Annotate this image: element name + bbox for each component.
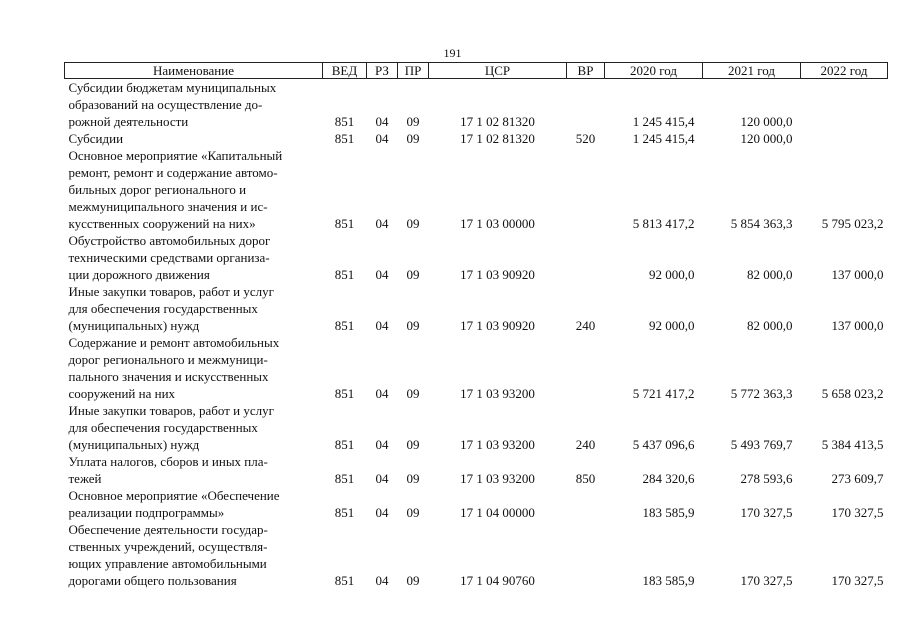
table-row — [65, 130, 888, 147]
header-2020: 2020 год — [605, 63, 703, 79]
amount-2022-cell: 5 658 023,2 — [821, 386, 884, 401]
row-name-cell — [65, 487, 323, 521]
row-name-line: кусственных сооружений на них» — [68, 216, 256, 231]
header-csr: ЦСР — [429, 63, 567, 79]
row-name-cell — [65, 334, 323, 402]
csr-cell: 17 1 03 93200 — [460, 437, 535, 452]
table-row — [65, 487, 888, 521]
table-row — [65, 334, 888, 402]
row-name-line: Субсидии бюджетам муниципальных — [68, 80, 277, 95]
amount-2022-cell: 170 327,5 — [831, 573, 884, 588]
amount-2021-cell: 5 772 363,3 — [730, 386, 793, 401]
table-row — [65, 79, 888, 131]
csr-cell: 17 1 03 90920 — [460, 318, 535, 333]
row-name-cell — [65, 79, 323, 131]
amount-2022-cell: 5 384 413,5 — [821, 437, 884, 452]
ved-cell: 851 — [334, 386, 355, 401]
csr-cell: 17 1 03 93200 — [460, 471, 535, 486]
amount-2022-cell — [801, 79, 888, 131]
row-name-line: Субсидии — [68, 131, 124, 146]
ved-cell: 851 — [334, 216, 355, 231]
ved-cell: 851 — [334, 573, 355, 588]
ved-cell: 851 — [334, 471, 355, 486]
row-name-line: техническими средствами организа- — [68, 250, 270, 265]
vr-cell: 240 — [575, 318, 596, 333]
rz-cell: 04 — [375, 386, 389, 401]
ved-cell: 851 — [334, 437, 355, 452]
row-name-line: ющих управление автомобильными — [68, 556, 267, 571]
pr-cell: 09 — [406, 216, 420, 231]
amount-2020-cell: 5 721 417,2 — [632, 386, 695, 401]
amount-2022-cell: 137 000,0 — [831, 318, 884, 333]
rz-cell: 04 — [375, 471, 389, 486]
vr-cell — [567, 232, 605, 283]
ved-cell: 851 — [334, 318, 355, 333]
amount-2021-cell: 120 000,0 — [740, 131, 793, 146]
row-name-line: тежей — [68, 471, 102, 486]
rz-cell: 04 — [375, 216, 389, 231]
row-name-line: Обеспечение деятельности государ- — [68, 522, 268, 537]
pr-cell: 09 — [406, 573, 420, 588]
vr-cell: 520 — [575, 131, 596, 146]
row-name-line: Основное мероприятие «Капитальный — [68, 148, 283, 163]
row-name-cell — [65, 521, 323, 589]
header-2021: 2021 год — [703, 63, 801, 79]
row-name-line: для обеспечения государственных — [68, 301, 258, 316]
amount-2020-cell: 92 000,0 — [649, 267, 695, 282]
pr-cell: 09 — [406, 267, 420, 282]
vr-cell — [567, 79, 605, 131]
row-name-line: Обустройство автомобильных дорог — [68, 233, 271, 248]
vr-cell — [567, 147, 605, 232]
vr-cell: 240 — [575, 437, 596, 452]
pr-cell: 09 — [406, 114, 420, 129]
amount-2022-cell: 137 000,0 — [831, 267, 884, 282]
amount-2020-cell: 5 813 417,2 — [632, 216, 695, 231]
ved-cell: 851 — [334, 505, 355, 520]
ved-cell: 851 — [334, 114, 355, 129]
rz-cell: 04 — [375, 318, 389, 333]
amount-2021-cell: 120 000,0 — [740, 114, 793, 129]
rz-cell: 04 — [375, 131, 389, 146]
page-number: 191 — [443, 46, 462, 60]
table-row — [65, 521, 888, 589]
amount-2022-cell: 273 609,7 — [831, 471, 884, 486]
csr-cell: 17 1 03 90920 — [460, 267, 535, 282]
amount-2022-cell: 5 795 023,2 — [821, 216, 884, 231]
row-name-cell — [65, 283, 323, 334]
row-name-line: ственных учреждений, осуществля- — [68, 539, 268, 554]
row-name-line: Иные закупки товаров, работ и услуг — [68, 284, 274, 299]
row-name-line: (муниципальных) нужд — [68, 318, 200, 333]
pr-cell: 09 — [406, 131, 420, 146]
csr-cell: 17 1 04 90760 — [460, 573, 535, 588]
csr-cell: 17 1 04 00000 — [460, 505, 535, 520]
row-name-line: реализации подпрограммы» — [68, 505, 225, 520]
rz-cell: 04 — [375, 267, 389, 282]
row-name-line: Основное мероприятие «Обеспечение — [68, 488, 280, 503]
table-row — [65, 402, 888, 453]
table-row — [65, 147, 888, 232]
row-name-line: бильных дорог регионального и — [68, 182, 247, 197]
amount-2021-cell: 278 593,6 — [740, 471, 793, 486]
row-name-line: ремонт, ремонт и содержание автомо- — [68, 165, 278, 180]
amount-2020-cell: 1 245 415,4 — [632, 131, 695, 146]
amount-2020-cell: 92 000,0 — [649, 318, 695, 333]
row-name-cell — [65, 453, 323, 487]
amount-2021-cell: 82 000,0 — [747, 267, 793, 282]
pr-cell: 09 — [406, 505, 420, 520]
row-name-cell — [65, 232, 323, 283]
header-rz: РЗ — [367, 63, 398, 79]
pr-cell: 09 — [406, 386, 420, 401]
row-name-line: рожной деятельности — [68, 114, 189, 129]
amount-2021-cell: 82 000,0 — [747, 318, 793, 333]
pr-cell: 09 — [406, 471, 420, 486]
amount-2020-cell: 183 585,9 — [642, 505, 695, 520]
row-name-line: дорог регионального и межмуници- — [68, 352, 268, 367]
header-vr: ВР — [567, 63, 605, 79]
vr-cell — [567, 487, 605, 521]
rz-cell: 04 — [375, 114, 389, 129]
csr-cell: 17 1 03 93200 — [460, 386, 535, 401]
table-row — [65, 232, 888, 283]
budget-table — [64, 62, 888, 589]
table-header-row — [65, 63, 888, 79]
pr-cell: 09 — [406, 318, 420, 333]
row-name-line: Иные закупки товаров, работ и услуг — [68, 403, 274, 418]
header-2022: 2022 год — [801, 63, 888, 79]
amount-2022-cell: 170 327,5 — [831, 505, 884, 520]
row-name-line: ции дорожного движения — [68, 267, 210, 282]
pr-cell: 09 — [406, 437, 420, 452]
amount-2020-cell: 284 320,6 — [642, 471, 695, 486]
row-name-line: для обеспечения государственных — [68, 420, 258, 435]
header-name: Наименование — [65, 63, 323, 79]
amount-2021-cell: 170 327,5 — [740, 505, 793, 520]
ved-cell: 851 — [334, 131, 355, 146]
row-name-line: Содержание и ремонт автомобильных — [68, 335, 280, 350]
amount-2020-cell: 1 245 415,4 — [632, 114, 695, 129]
row-name-line: (муниципальных) нужд — [68, 437, 200, 452]
rz-cell: 04 — [375, 505, 389, 520]
vr-cell — [567, 521, 605, 589]
table-row — [65, 283, 888, 334]
amount-2022-cell — [801, 130, 888, 147]
amount-2020-cell: 183 585,9 — [642, 573, 695, 588]
row-name-line: дорогами общего пользования — [68, 573, 237, 588]
row-name-line: пального значения и искусственных — [68, 369, 269, 384]
row-name-line: сооружений на них — [68, 386, 176, 401]
amount-2021-cell: 5 493 769,7 — [730, 437, 793, 452]
table-body — [65, 79, 888, 590]
row-name-line: образований на осуществление до- — [68, 97, 263, 112]
header-pr: ПР — [398, 63, 429, 79]
csr-cell: 17 1 02 81320 — [460, 114, 535, 129]
vr-cell — [567, 334, 605, 402]
amount-2020-cell: 5 437 096,6 — [632, 437, 695, 452]
row-name-line: межмуниципального значения и ис- — [68, 199, 268, 214]
row-name-cell — [65, 130, 323, 147]
row-name-cell — [65, 147, 323, 232]
row-name-cell — [65, 402, 323, 453]
header-ved: ВЕД — [323, 63, 367, 79]
csr-cell: 17 1 02 81320 — [460, 131, 535, 146]
row-name-line: Уплата налогов, сборов и иных пла- — [68, 454, 268, 469]
amount-2021-cell: 5 854 363,3 — [730, 216, 793, 231]
table-row — [65, 453, 888, 487]
vr-cell: 850 — [575, 471, 596, 486]
ved-cell: 851 — [334, 267, 355, 282]
amount-2021-cell: 170 327,5 — [740, 573, 793, 588]
csr-cell: 17 1 03 00000 — [460, 216, 535, 231]
rz-cell: 04 — [375, 573, 389, 588]
rz-cell: 04 — [375, 437, 389, 452]
